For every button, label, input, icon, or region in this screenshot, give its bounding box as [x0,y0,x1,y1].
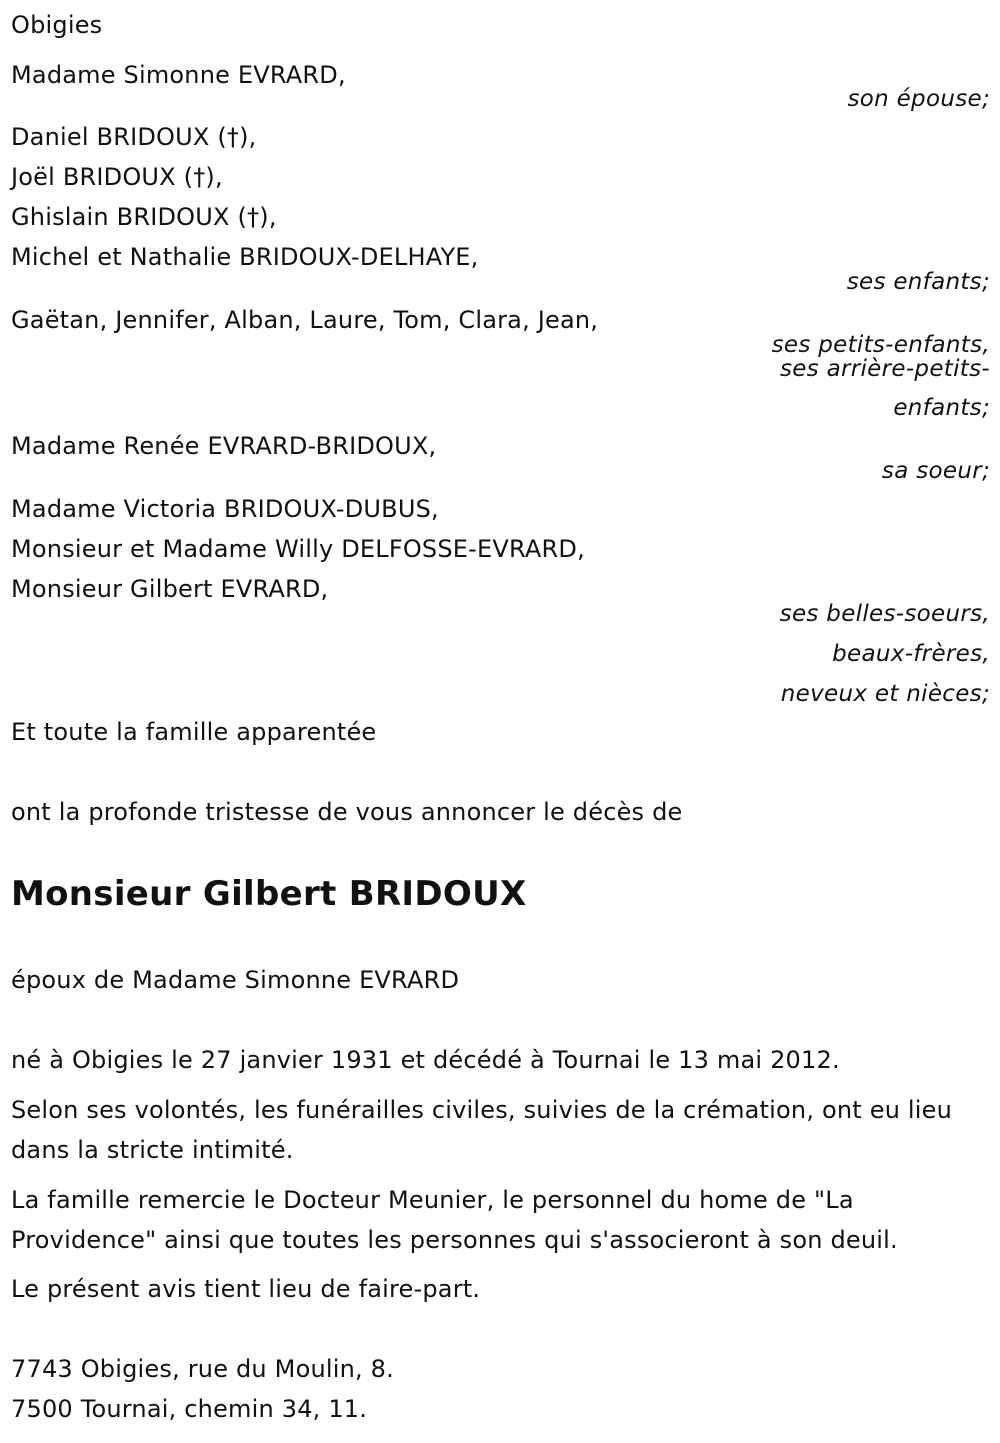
funeral-paragraph: Selon ses volontés, les funérailles civiles, suivies de la crémation, ont eu lieu dans la stricte intimité. [11,1096,953,1164]
grandchildren-role: ses petits-enfants, [771,332,990,358]
sister-name: Madame Renée EVRARD-BRIDOUX, [11,432,437,460]
address-line: 7743 Obigies, rue du Moulin, 8. [11,1355,394,1383]
place-heading: Obigies [11,11,103,39]
great-grandchildren-role: ses arrière-petits- [779,356,990,382]
in-laws-role: ses belles-soeurs, [779,601,990,627]
children-role: ses enfants; [846,269,990,295]
notice-line: Le présent avis tient lieu de faire-part. [11,1275,481,1303]
child-name: Michel et Nathalie BRIDOUX-DELHAYE, [11,243,479,271]
in-laws-role: beaux-frères, [832,641,990,667]
in-law-name: Monsieur et Madame Willy DELFOSSE-EVRARD, [11,535,585,563]
birth-death-line: né à Obigies le 27 janvier 1931 et décédé à Tournai le 13 mai 2012. [11,1046,840,1074]
child-name: Ghislain BRIDOUX (†), [11,203,277,231]
spouse-role: son épouse; [847,86,990,112]
in-laws-role: neveux et nièces; [780,681,990,707]
announcement-line: ont la profonde tristesse de vous annoncer le décès de [11,798,683,826]
deceased-name: Monsieur Gilbert BRIDOUX [11,874,527,914]
family-line: Et toute la famille apparentée [11,718,377,746]
spouse-of-line: époux de Madame Simonne EVRARD [11,966,460,994]
thanks-paragraph: La famille remercie le Docteur Meunier, le personnel du home de "La Providence" ainsi que toutes les personnes qui s'associeront à son deuil. [11,1186,898,1254]
child-name: Daniel BRIDOUX (†), [11,123,257,151]
in-law-name: Madame Victoria BRIDOUX-DUBUS, [11,495,439,523]
in-law-name: Monsieur Gilbert EVRARD, [11,575,329,603]
great-grandchildren-role-end: enfants; [893,395,990,421]
spouse-name: Madame Simonne EVRARD, [11,61,346,89]
grandchildren-names: Gaëtan, Jennifer, Alban, Laure, Tom, Clara, Jean, [11,306,599,334]
sister-role: sa soeur; [881,458,990,484]
address-line: 7500 Tournai, chemin 34, 11. [11,1395,368,1423]
child-name: Joël BRIDOUX (†), [11,163,223,191]
